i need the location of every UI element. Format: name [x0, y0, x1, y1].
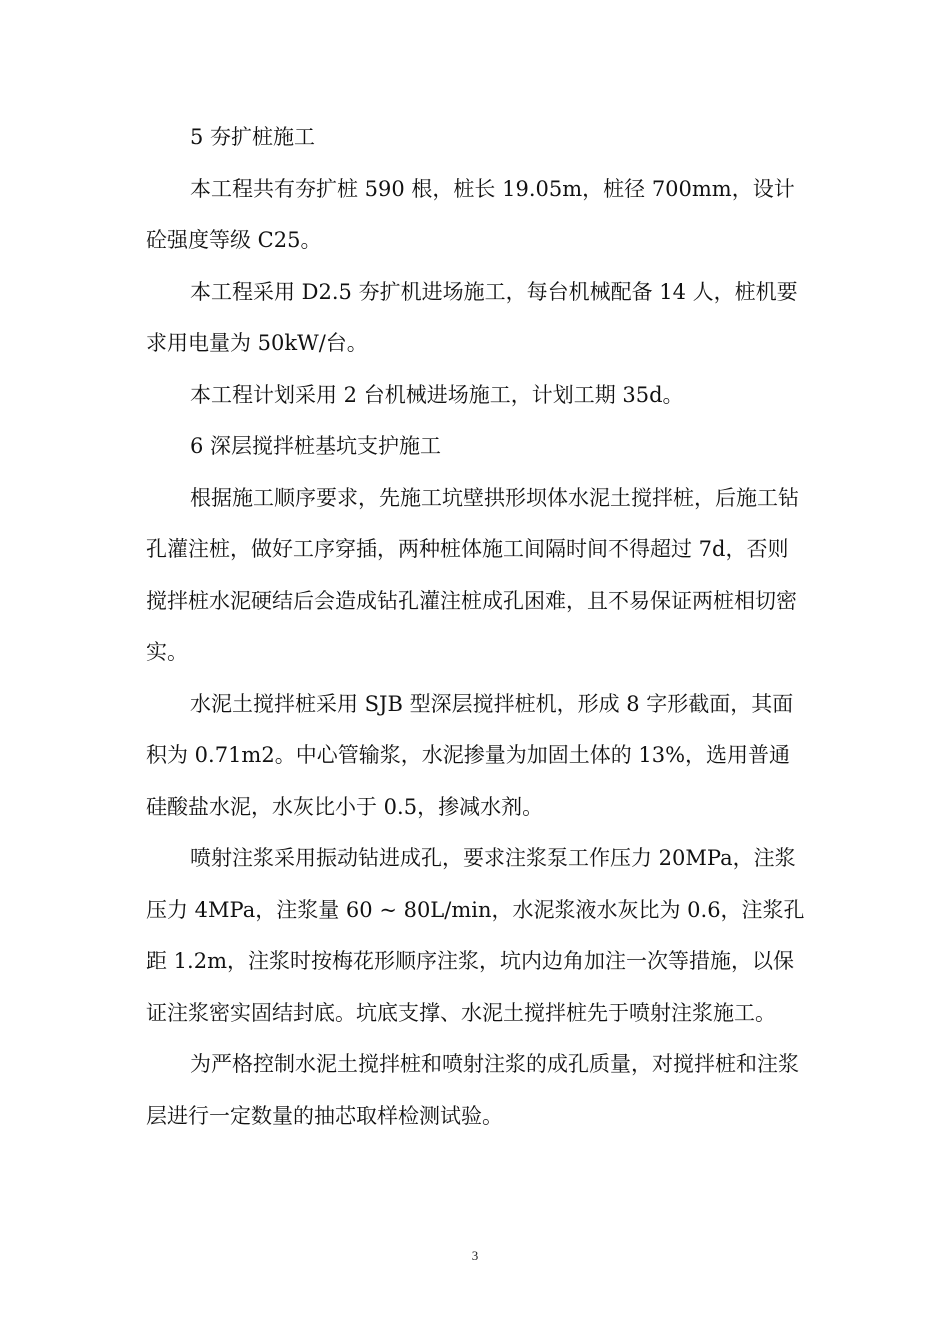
paragraph-machine-equipment: 本工程采用 D2.5 夯扩机进场施工，每台机械配备 14 人，桩机要求用电量为 50kW/台。	[146, 279, 798, 355]
paragraph-schedule: 本工程计划采用 2 台机械进场施工，计划工期 35d。	[190, 382, 684, 407]
paragraph-jet-grouting: 喷射注浆采用振动钻进成孔，要求注浆泵工作压力 20MPa，注浆压力 4MPa，注浆量 60 ~ 80L/min，水泥浆液水灰比为 0.6，注浆孔距 1.2m，注浆时按梅花形顺序注浆，坑内边角加注一次等措施，以保证注浆密实固结封底。坑底支撑、水泥土搅拌桩先于喷射注浆施工。	[146, 846, 805, 1025]
paragraph-pile-quantity: 本工程共有夯扩桩 590 根，桩长 19.05m，桩径 700mm，设计砼强度等级 C25。	[146, 176, 795, 252]
paragraph-quality-testing: 为严格控制水泥土搅拌桩和喷射注浆的成孔质量，对搅拌桩和注浆层进行一定数量的抽芯取样检测试验。	[146, 1052, 799, 1128]
paragraph-mixing-pile-machine: 水泥土搅拌桩采用 SJB 型深层搅拌桩机，形成 8 字形截面，其面积为 0.71m2。中心管输浆，水泥掺量为加固土体的 13%，选用普通硅酸盐水泥，水灰比小于 0.5，掺减水剂。	[146, 691, 794, 819]
paragraph-construction-sequence: 根据施工顺序要求，先施工坑壁拱形坝体水泥土搅拌桩，后施工钻孔灌注桩，做好工序穿插，两种桩体施工间隔时间不得超过 7d，否则搅拌桩水泥硬结后会造成钻孔灌注桩成孔困难，且不易保证两桩相切密实。	[146, 485, 799, 664]
page-number: 3	[471, 1248, 479, 1263]
document-body	[146, 112, 806, 1142]
section-heading-tamped-pile: 5 夯扩桩施工	[190, 125, 316, 149]
section-heading-mixing-pile: 6 深层搅拌桩基坑支护施工	[190, 434, 442, 458]
